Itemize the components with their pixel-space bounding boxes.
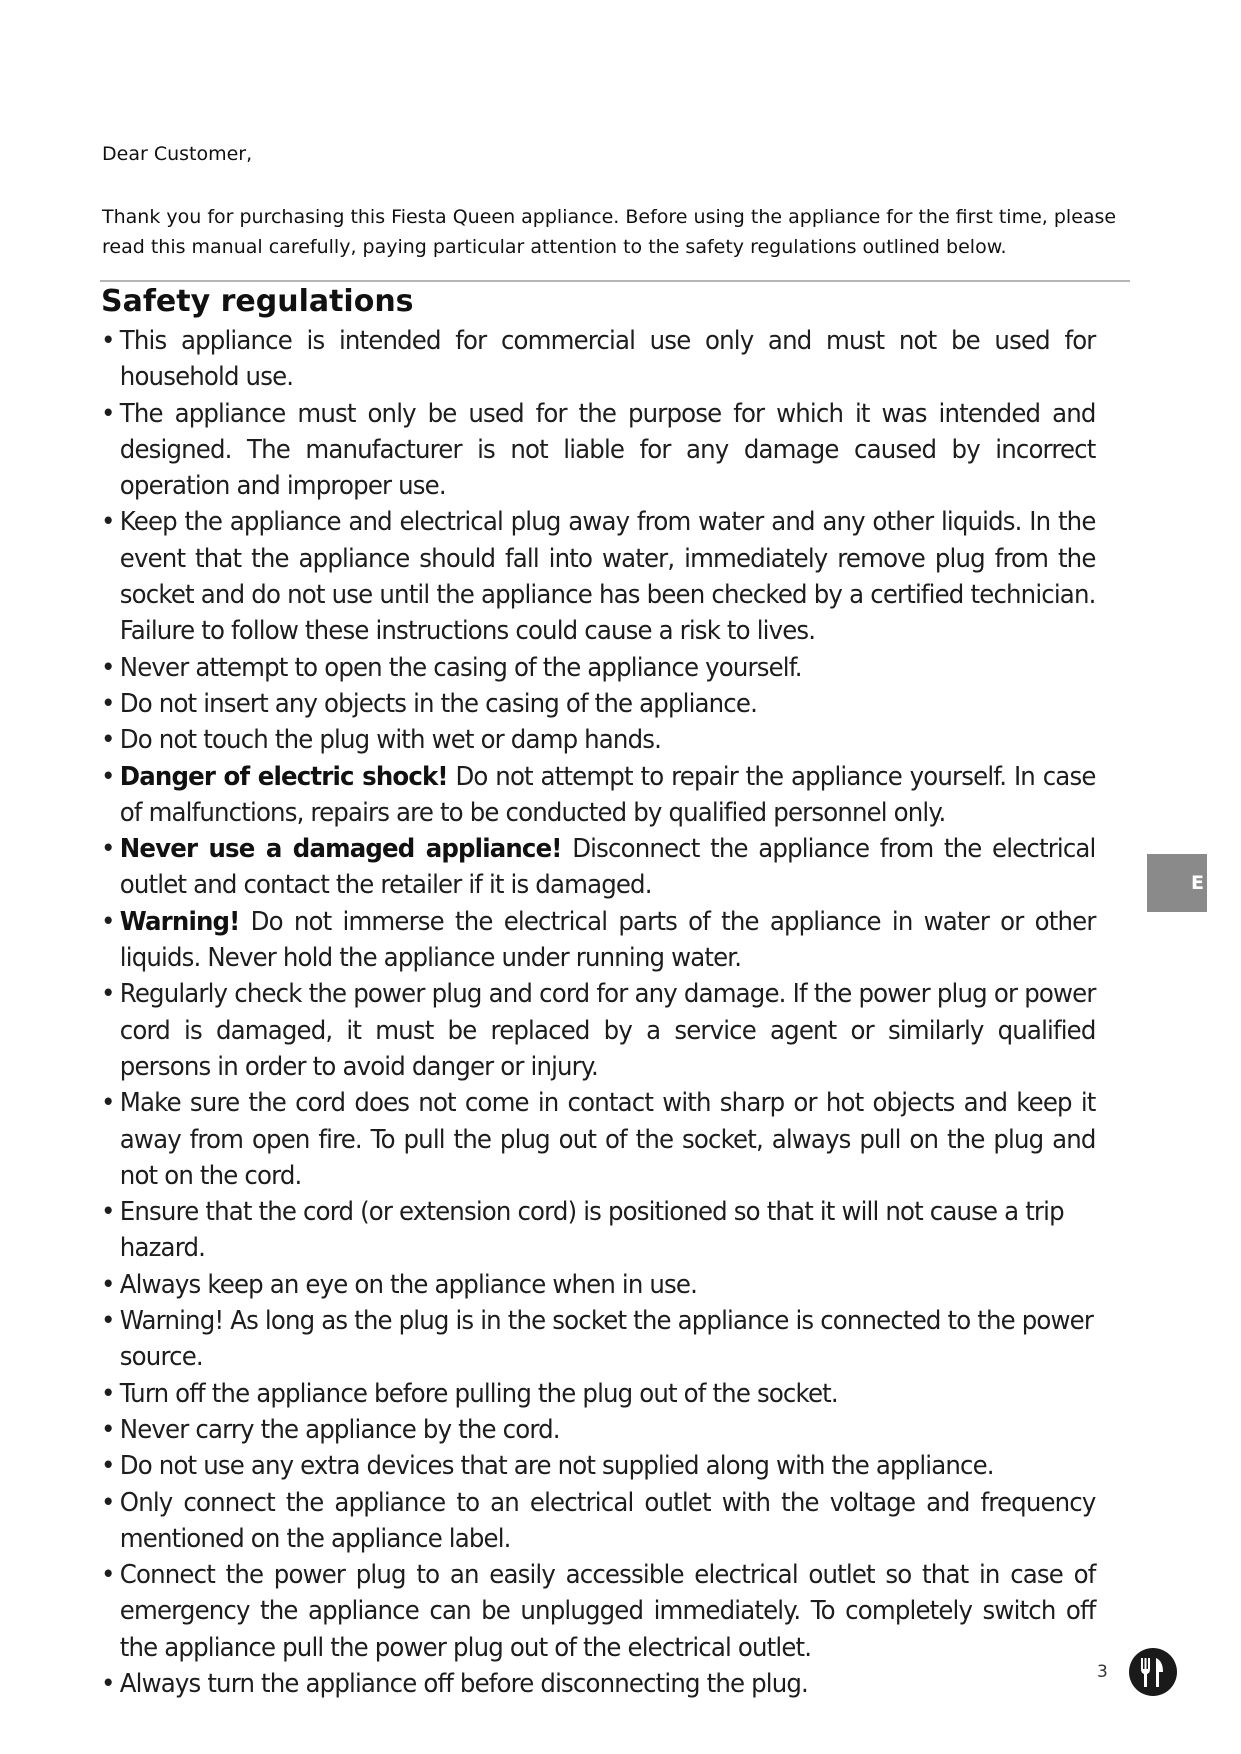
rule-text: Keep the appliance and electrical plug away from water and any other liquids. In the event that the appliance should fall into water, immediately remove plug from the socket and do not use until the appliance has been checked by a certified technician. Failure to follow these instructions could cause a risk to lives.	[119, 507, 1096, 647]
cutlery-logo-icon	[1128, 1647, 1178, 1697]
rule-item	[101, 904, 1096, 977]
rule-text: Regularly check the power plug and cord for any damage. If the power plug or power cord is damaged, it must be replaced by a service agent or similarly qualified persons in order to avoid danger or injury.	[119, 979, 1096, 1082]
greeting: Dear Customer,	[102, 143, 253, 165]
rule-text: Always keep an eye on the appliance when in use.	[119, 1269, 698, 1300]
rule-text: Do not use any extra devices that are not supplied along with the appliance.	[119, 1451, 994, 1482]
bullet: •	[101, 1668, 115, 1699]
rule-item	[101, 1485, 1096, 1558]
rule-text: Turn off the appliance before pulling the plug out of the socket.	[119, 1378, 838, 1409]
bullet: •	[101, 1560, 115, 1591]
bullet: •	[101, 1269, 115, 1300]
rule-emphasis: Warning!	[119, 906, 240, 937]
rule-item	[101, 976, 1096, 1085]
rule-item	[101, 323, 1096, 396]
section-title: Safety regulations	[101, 284, 414, 319]
language-tab: E	[1147, 854, 1207, 912]
rule-text: This appliance is intended for commercial use only and must not be used for household use.	[119, 326, 1096, 393]
bullet: •	[101, 652, 115, 683]
rule-item	[101, 1194, 1096, 1267]
fork-tine-2	[1145, 1658, 1147, 1669]
rule-text: Only connect the appliance to an electrical outlet with the voltage and frequency mentioned on the appliance label.	[119, 1487, 1096, 1554]
rule-text: Never carry the appliance by the cord.	[119, 1414, 560, 1445]
bullet: •	[101, 1378, 115, 1409]
bullet: •	[101, 1197, 115, 1228]
rule-emphasis: Danger of electric shock!	[119, 761, 448, 792]
rule-item	[101, 504, 1096, 649]
rule-text: Connect the power plug to an easily accessible electrical outlet so that in case of emergency the appliance can be unplugged immediately. To completely switch off the appliance pull the power plug out of the electrical outlet.	[119, 1560, 1096, 1663]
bullet: •	[101, 906, 115, 937]
page-number: 3	[1097, 1662, 1108, 1682]
rule-item	[101, 1412, 1096, 1448]
rule-text: Always turn the appliance off before disconnecting the plug.	[119, 1668, 808, 1699]
rule-text: Do not attempt to repair the appliance yourself. In case of malfunctions, repairs are to be conducted by qualified personnel only.	[119, 761, 1096, 828]
rule-text: The appliance must only be used for the purpose for which it was intended and designed. The manufacturer is not liable for any damage caused by incorrect operation and improper use.	[119, 398, 1096, 502]
logo-circle	[1129, 1648, 1177, 1696]
rule-item	[101, 722, 1096, 758]
bullet: •	[101, 1487, 115, 1518]
bullet: •	[101, 1451, 115, 1482]
bullet: •	[101, 834, 115, 865]
rule-item	[101, 686, 1096, 722]
bullet: •	[101, 979, 115, 1010]
rule-item	[101, 1267, 1096, 1303]
fork-tine-1	[1141, 1658, 1143, 1669]
rule-item	[101, 1448, 1096, 1484]
bullet: •	[101, 1306, 115, 1337]
safety-rules-list	[101, 323, 1096, 1702]
bullet: •	[101, 1414, 115, 1445]
rule-item	[101, 831, 1096, 904]
rule-text: Do not insert any objects in the casing of the appliance.	[119, 688, 758, 719]
rule-emphasis: Never use a damaged appliance!	[119, 834, 562, 865]
rule-text: Never attempt to open the casing of the appliance yourself.	[119, 652, 802, 683]
rule-text: Make sure the cord does not come in contact with sharp or hot objects and keep it away from open fire. To pull the plug out of the socket, always pull on the plug and not on the cord.	[119, 1088, 1096, 1191]
divider-line	[100, 280, 1130, 282]
rule-item	[101, 1303, 1096, 1376]
bullet: •	[101, 761, 115, 792]
rule-item	[101, 1376, 1096, 1412]
bullet: •	[101, 398, 115, 429]
rule-item	[101, 396, 1096, 505]
rule-item	[101, 1085, 1096, 1194]
bullet: •	[101, 1088, 115, 1119]
rule-text: Warning! As long as the plug is in the socket the appliance is connected to the power source.	[119, 1306, 1094, 1373]
rule-item	[101, 650, 1096, 686]
rule-text: Do not touch the plug with wet or damp hands.	[119, 725, 662, 756]
rule-text: Disconnect the appliance from the electrical outlet and contact the retailer if it is damaged.	[119, 834, 1096, 901]
rule-text: Ensure that the cord (or extension cord) is positioned so that it will not cause a trip hazard.	[119, 1197, 1064, 1264]
rule-item	[101, 1557, 1096, 1666]
fork-tine-3	[1148, 1658, 1150, 1669]
rule-text: Do not immerse the electrical parts of the appliance in water or other liquids. Never hold the appliance under running water.	[119, 906, 1096, 974]
rule-item	[101, 1666, 1096, 1702]
intro-paragraph: Thank you for purchasing this Fiesta Queen appliance. Before using the appliance for the first time, please read this manual carefully, paying particular attention to the safety regulations outlined below.	[102, 206, 1117, 258]
rule-item	[101, 759, 1096, 832]
bullet: •	[101, 507, 115, 538]
bullet: •	[101, 688, 115, 719]
bullet: •	[101, 326, 115, 356]
bullet: •	[101, 725, 115, 756]
